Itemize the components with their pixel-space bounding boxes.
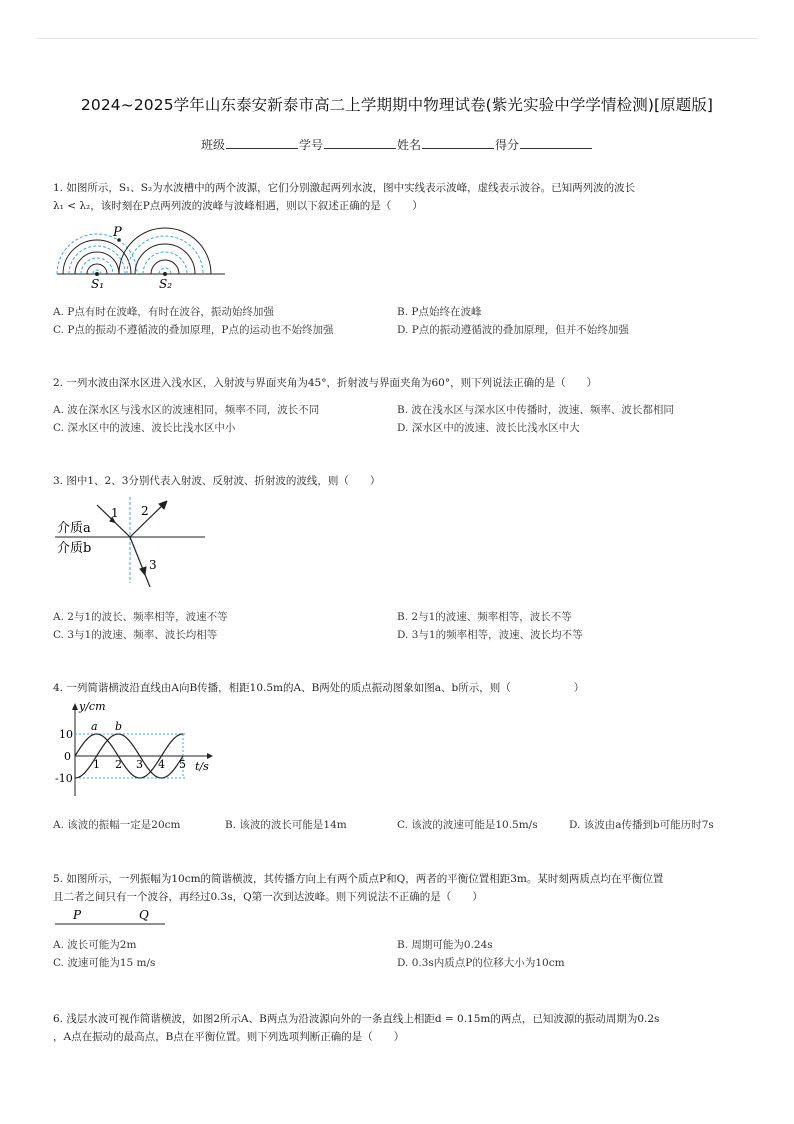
q2-option-a[interactable]: A. 波在深水区与浅水区的波速相同，频率不同，波长不同 bbox=[53, 404, 320, 416]
question-1-figure bbox=[55, 222, 230, 292]
label-2: 2 bbox=[141, 504, 149, 518]
question-3-line-1: 3. 图中1、2、3分别代表入射波、反射波、折射波的波线，则（ ） bbox=[53, 475, 381, 487]
question-5-line-1: 5. 如图所示，一列振幅为10cm的简谐横波，其传播方向上有两个质点P和Q，两者的平衡位置相距3m。某时刻两质点均在平衡位置 bbox=[53, 873, 664, 885]
label-s2: S₂ bbox=[159, 277, 173, 291]
q4-option-d[interactable]: D. 该波由a传播到b可能历时7s bbox=[569, 819, 714, 831]
curve-b-label: b bbox=[115, 720, 123, 733]
t-axis-label: t/s bbox=[195, 760, 209, 773]
label-s1: S₁ bbox=[91, 277, 105, 291]
question-1-line-1: 1. 如图所示，S₁、S₂为水波槽中的两个波源，它们分别激起两列水波，图中实线表示波峰，虚线表示波谷。已知两列波的波长 bbox=[53, 182, 636, 194]
page-title: 2024~2025学年山东泰安新泰市高二上学期期中物理试卷(紫光实验中学学情检测)[原题版] bbox=[80, 96, 714, 114]
q2-option-c[interactable]: C. 深水区中的波速、波长比浅水区中小 bbox=[53, 422, 236, 434]
q3-option-d[interactable]: D. 3与1的频率相等，波速、波长均不等 bbox=[397, 629, 583, 641]
class-field[interactable] bbox=[226, 137, 298, 149]
q3-option-b[interactable]: B. 2与1的波速、频率相等，波长不等 bbox=[397, 611, 572, 623]
y-tick-10: 10 bbox=[59, 728, 73, 741]
question-5-stem bbox=[53, 870, 743, 906]
y-axis-label: y/cm bbox=[79, 700, 106, 713]
label-medium-a: 介质a bbox=[57, 521, 91, 536]
question-1-line-2: λ₁ < λ₂，该时刻在P点两列波的波峰与波峰相遇，则以下叙述正确的是（ ） bbox=[53, 200, 423, 212]
s2-crest-arcs bbox=[119, 228, 211, 274]
question-4-line-1: 4. 一列简谐横波沿直线由A向B传播，相距10.5m的A、B两处的质点振动图象如图a、b所示，则（ ） bbox=[53, 682, 585, 694]
q1-option-b[interactable]: B. P点始终在波峰 bbox=[397, 306, 482, 318]
q1-option-a[interactable]: A. P点有时在波峰，有时在波谷，振动始终加强 bbox=[53, 306, 274, 318]
question-5-line-2: 且二者之间只有一个波谷，再经过0.3s，Q第一次到达波峰。则下列说法不正确的是（ ） bbox=[53, 891, 483, 903]
s2-trough-arcs bbox=[127, 236, 203, 274]
t-tick-4: 4 bbox=[158, 758, 165, 771]
question-6-stem bbox=[53, 1010, 743, 1046]
s1-crest-arcs bbox=[63, 240, 131, 274]
question-1-stem bbox=[53, 179, 743, 215]
refracted-ray bbox=[130, 537, 150, 587]
label-medium-b: 介质b bbox=[57, 541, 92, 556]
question-6-line-1: 6. 浅层水波可视作简谐横波，如图2所示A、B两点为沿波源向外的一条直线上相距d = 0.15m的两点，已知波源的振动周期为0.2s bbox=[53, 1013, 660, 1025]
class-label: 班级 bbox=[200, 138, 225, 152]
question-5-figure bbox=[55, 907, 175, 929]
s1-point bbox=[95, 272, 99, 276]
q2-option-b[interactable]: B. 波在浅水区与深水区中传播时，波速、频率、波长都相同 bbox=[397, 404, 674, 416]
label-p: P bbox=[73, 908, 82, 922]
q4-option-a[interactable]: A. 该波的振幅一定是20cm bbox=[53, 819, 181, 831]
t-tick-5: 5 bbox=[179, 758, 186, 771]
t-tick-3: 3 bbox=[136, 758, 143, 771]
name-field[interactable] bbox=[422, 137, 494, 149]
label-q: Q bbox=[139, 908, 149, 922]
q1-option-d[interactable]: D. P点的振动遵循波的叠加原理，但并不始终加强 bbox=[397, 324, 629, 336]
question-2-stem bbox=[53, 374, 743, 392]
y-axis-arrow bbox=[72, 703, 78, 710]
t-tick-1: 1 bbox=[93, 758, 100, 771]
y-tick-0: 0 bbox=[64, 750, 71, 763]
y-tick-neg10: -10 bbox=[55, 772, 73, 785]
q5-option-c[interactable]: C. 波速可能为15 m/s bbox=[53, 957, 156, 969]
q5-option-b[interactable]: B. 周期可能为0.24s bbox=[397, 939, 493, 951]
q3-option-a[interactable]: A. 2与1的波长、频率相等，波速不等 bbox=[53, 611, 228, 623]
score-label: 得分 bbox=[495, 138, 520, 152]
q3-option-c[interactable]: C. 3与1的波速、频率、波长均相等 bbox=[53, 629, 218, 641]
question-3-stem bbox=[53, 472, 743, 490]
q4-option-c[interactable]: C. 该波的波速可能是10.5m/s bbox=[397, 819, 538, 831]
question-6-line-2: ，A点在振动的最高点，B点在平衡位置。则下列选项判断正确的是（ ） bbox=[53, 1031, 405, 1043]
t-axis-arrow bbox=[207, 753, 213, 759]
q4-option-b[interactable]: B. 该波的波长可能是14m bbox=[225, 819, 347, 831]
q1-option-c[interactable]: C. P点的振动不遵循波的叠加原理，P点的运动也不始终加强 bbox=[53, 324, 334, 336]
q5-option-d[interactable]: D. 0.3s内质点P的位移大小为10cm bbox=[397, 957, 565, 969]
question-3-figure bbox=[55, 495, 215, 595]
refracted-arrow bbox=[140, 567, 146, 575]
q5-option-a[interactable]: A. 波长可能为2m bbox=[53, 939, 137, 951]
name-label: 姓名 bbox=[397, 138, 422, 152]
score-field[interactable] bbox=[520, 137, 592, 149]
label-p: P bbox=[113, 225, 122, 240]
s2-point bbox=[163, 272, 167, 276]
t-tick-2: 2 bbox=[115, 758, 122, 771]
student-info-line bbox=[0, 136, 794, 153]
id-field[interactable] bbox=[324, 137, 396, 149]
label-1: 1 bbox=[111, 506, 119, 520]
header-divider bbox=[36, 38, 758, 39]
question-4-stem bbox=[53, 679, 743, 697]
question-2-line-1: 2. 一列水波由深水区进入浅水区，入射波与界面夹角为45°，折射波与界面夹角为60°，则下列说法正确的是（ ） bbox=[53, 377, 598, 389]
id-label: 学号 bbox=[298, 138, 323, 152]
question-4-figure bbox=[55, 700, 215, 800]
label-3: 3 bbox=[149, 558, 157, 572]
curve-a-label: a bbox=[91, 720, 98, 733]
q2-option-d[interactable]: D. 深水区中的波速、波长比浅水区中大 bbox=[397, 422, 580, 434]
